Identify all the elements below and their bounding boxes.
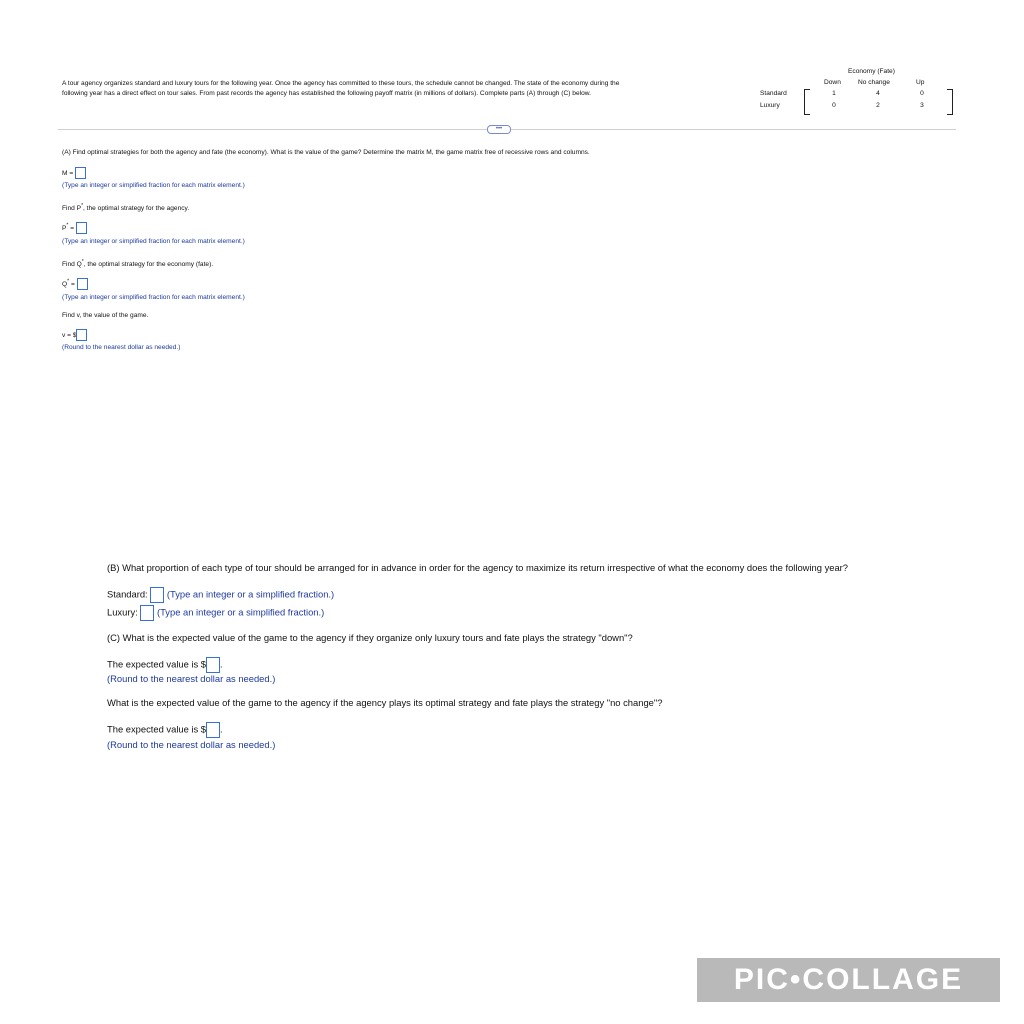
p-equals: =	[70, 224, 75, 232]
m-row	[62, 167, 86, 179]
p-prompt	[62, 203, 189, 212]
p-label: P	[62, 224, 67, 232]
matrix-cell: 4	[876, 90, 880, 97]
luxury-input[interactable]	[140, 605, 154, 621]
standard-row	[107, 587, 334, 603]
matrix-cell: 3	[920, 102, 924, 109]
standard-hint: (Type an integer or a simplified fraction.)	[166, 588, 335, 600]
m-label: M =	[62, 169, 74, 177]
standard-label: Standard:	[107, 588, 148, 600]
matrix-col-no-change: No change	[858, 79, 890, 86]
v-label: v = $	[62, 331, 77, 339]
p-row	[62, 222, 87, 234]
matrix-col-down: Down	[824, 79, 841, 86]
matrix-cell: 2	[876, 102, 880, 109]
intro-line-1: A tour agency organizes standard and luxury tours for the following year. Once the agency has committed to these tours, the schedule cannot be changed. The state of the economy during the	[62, 80, 620, 87]
partA-question: (A) Find optimal strategies for both the agency and fate (the economy). What is the value of the game? Determine the matrix M, the game matrix free of recessive rows and columns.	[62, 149, 590, 156]
watermark-logo	[697, 958, 1000, 1002]
ev1-hint: (Round to the nearest dollar as needed.)	[107, 673, 276, 684]
matrix-cell: 1	[832, 90, 836, 97]
p-hint: (Type an integer or simplified fraction for each matrix element.)	[62, 238, 245, 245]
q-prompt-post: , the optimal strategy for the economy (fate).	[83, 261, 214, 269]
problem-intro	[62, 79, 762, 99]
ev1-input[interactable]	[206, 657, 220, 673]
v-input[interactable]	[76, 329, 87, 341]
luxury-label: Luxury:	[107, 606, 138, 618]
matrix-cell: 0	[920, 90, 924, 97]
q-prompt	[62, 259, 213, 268]
ev2-input[interactable]	[206, 722, 220, 738]
q-label-star: *	[67, 278, 70, 285]
watermark-text: PIC•COLLAGE	[733, 963, 964, 996]
standard-input[interactable]	[150, 587, 164, 603]
more-button[interactable]: •••	[487, 125, 511, 134]
p-star: *	[81, 203, 84, 209]
p-input[interactable]	[76, 222, 87, 234]
m-hint: (Type an integer or simplified fraction for each matrix element.)	[62, 182, 245, 189]
ev1-period: .	[220, 658, 223, 670]
partB-question: (B) What proportion of each type of tour should be arranged for in advance in order for the agency to maximize its return irrespective of what the economy does the following year?	[107, 562, 849, 573]
partC-question-2: What is the expected value of the game to the agency if the agency plays its optimal strategy and fate plays the strategy "no change"?	[107, 697, 663, 708]
q-row	[62, 278, 88, 290]
ev1-row	[107, 657, 223, 673]
ev2-row	[107, 722, 223, 738]
q-input[interactable]	[77, 278, 88, 290]
v-hint: (Round to the nearest dollar as needed.)	[62, 344, 181, 351]
q-equals: =	[70, 280, 75, 288]
matrix-bracket-right	[947, 89, 953, 115]
p-label-star: *	[66, 222, 69, 229]
luxury-row	[107, 605, 324, 621]
ev2-period: .	[220, 723, 223, 735]
matrix-col-up: Up	[916, 79, 925, 86]
q-label: Q	[62, 280, 68, 288]
matrix-cell: 0	[832, 102, 836, 109]
ev1-label: The expected value is $	[107, 658, 207, 670]
q-hint: (Type an integer or simplified fraction for each matrix element.)	[62, 294, 245, 301]
payoff-matrix	[760, 66, 960, 116]
q-prompt-pre: Find Q	[62, 261, 82, 269]
partC-question-1: (C) What is the expected value of the game to the agency if they organize only luxury tours and fate plays the strategy "down"?	[107, 632, 633, 643]
matrix-title: Economy (Fate)	[848, 68, 895, 75]
v-row	[62, 329, 87, 341]
p-prompt-post: , the optimal strategy for the agency.	[83, 205, 190, 213]
ev2-label: The expected value is $	[107, 723, 207, 735]
matrix-row-standard-label: Standard	[760, 90, 787, 97]
v-prompt: Find v, the value of the game.	[62, 312, 149, 319]
luxury-hint: (Type an integer or a simplified fraction.)	[156, 606, 325, 618]
m-input[interactable]	[75, 167, 86, 179]
intro-line-2: following year has a direct effect on tour sales. From past records the agency has established the following payoff matrix (in millions of dollars). Complete parts (A) through (C) below.	[62, 90, 591, 97]
p-prompt-pre: Find P	[62, 205, 82, 213]
matrix-row-luxury-label: Luxury	[760, 102, 780, 109]
q-star: *	[81, 259, 84, 265]
ev2-hint: (Round to the nearest dollar as needed.)	[107, 739, 276, 750]
matrix-bracket-left	[804, 89, 810, 115]
